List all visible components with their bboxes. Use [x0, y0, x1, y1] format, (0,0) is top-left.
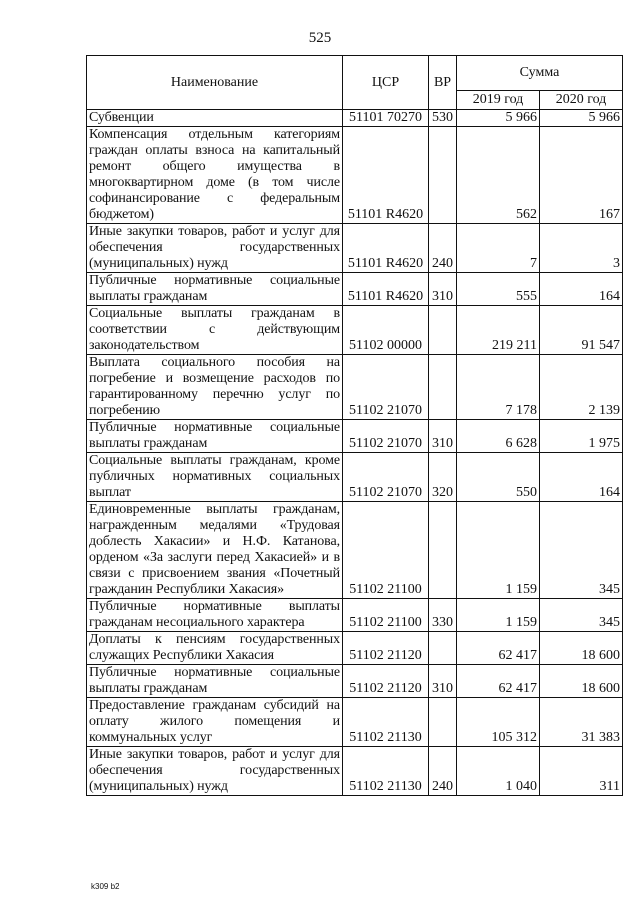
row-vr-cell: 530	[429, 110, 457, 127]
row-2019-value: 6 628	[457, 420, 540, 453]
row-2019-value: 1 159	[457, 599, 540, 632]
table-row	[87, 453, 623, 502]
header-name: Наименование	[87, 56, 343, 110]
row-2019-value: 5 966	[457, 110, 540, 127]
row-name-cell: Публичные нормативные социальные выплаты гражданам	[87, 273, 343, 306]
table-body	[87, 110, 623, 796]
row-2019-value: 7 178	[457, 355, 540, 420]
row-csr-cell: 51102 00000	[343, 306, 429, 355]
table-row	[87, 224, 623, 273]
row-2020-value: 18 600	[540, 632, 623, 665]
row-csr-cell: 51102 21070	[343, 420, 429, 453]
row-2020-value: 164	[540, 273, 623, 306]
row-2019-value: 105 312	[457, 698, 540, 747]
table-row	[87, 110, 623, 127]
table-row	[87, 273, 623, 306]
row-2019-value: 62 417	[457, 665, 540, 698]
row-name-cell: Социальные выплаты гражданам в соответствии с действующим законодательством	[87, 306, 343, 355]
header-year-2020: 2020 год	[540, 91, 623, 110]
row-vr-cell: 310	[429, 665, 457, 698]
table-row	[87, 599, 623, 632]
row-csr-cell: 51101 R4620	[343, 224, 429, 273]
row-2019-value: 550	[457, 453, 540, 502]
row-name-cell: Субвенции	[87, 110, 343, 127]
row-2020-value: 167	[540, 127, 623, 224]
row-2019-value: 219 211	[457, 306, 540, 355]
row-vr-cell: 310	[429, 420, 457, 453]
row-csr-cell: 51102 21120	[343, 665, 429, 698]
row-2019-value: 1 159	[457, 502, 540, 599]
row-csr-cell: 51101 70270	[343, 110, 429, 127]
table-header-row	[87, 56, 623, 91]
row-vr-cell: 240	[429, 224, 457, 273]
row-csr-cell: 51102 21070	[343, 355, 429, 420]
row-vr-cell: 320	[429, 453, 457, 502]
row-vr-cell	[429, 698, 457, 747]
row-name-cell: Компенсация отдельным категориям граждан оплаты взноса на капитальный ремонт общего имущества в многоквартирном доме (в том числе софинансирование с федеральным бюджетом)	[87, 127, 343, 224]
row-2019-value: 1 040	[457, 747, 540, 796]
row-2019-value: 562	[457, 127, 540, 224]
row-name-cell: Иные закупки товаров, работ и услуг для обеспечения государственных (муниципальных) нужд	[87, 224, 343, 273]
table-row	[87, 502, 623, 599]
row-vr-cell	[429, 355, 457, 420]
row-2020-value: 345	[540, 502, 623, 599]
row-name-cell: Публичные нормативные социальные выплаты гражданам	[87, 420, 343, 453]
row-name-cell: Публичные нормативные выплаты гражданам несоциального характера	[87, 599, 343, 632]
row-csr-cell: 51102 21100	[343, 599, 429, 632]
row-csr-cell: 51101 R4620	[343, 127, 429, 224]
row-2019-value: 62 417	[457, 632, 540, 665]
table-row	[87, 306, 623, 355]
row-name-cell: Иные закупки товаров, работ и услуг для обеспечения государственных (муниципальных) нужд	[87, 747, 343, 796]
row-vr-cell	[429, 632, 457, 665]
row-vr-cell	[429, 502, 457, 599]
table-row	[87, 355, 623, 420]
row-vr-cell	[429, 127, 457, 224]
row-vr-cell: 310	[429, 273, 457, 306]
header-sum: Сумма	[457, 56, 623, 91]
header-year-2019: 2019 год	[457, 91, 540, 110]
table-row	[87, 698, 623, 747]
table-row	[87, 420, 623, 453]
table-row	[87, 665, 623, 698]
row-csr-cell: 51102 21100	[343, 502, 429, 599]
row-2020-value: 1 975	[540, 420, 623, 453]
footer-code: k309 b2	[91, 882, 120, 891]
header-vr: ВР	[429, 56, 457, 110]
row-vr-cell	[429, 306, 457, 355]
table-row	[87, 632, 623, 665]
row-csr-cell: 51102 21130	[343, 747, 429, 796]
row-2020-value: 5 966	[540, 110, 623, 127]
row-csr-cell: 51102 21070	[343, 453, 429, 502]
row-name-cell: Выплата социального пособия на погребение и возмещение расходов по гарантированному перечню услуг по погребению	[87, 355, 343, 420]
page-number: 525	[308, 30, 332, 46]
row-name-cell: Социальные выплаты гражданам, кроме публичных нормативных социальных выплат	[87, 453, 343, 502]
row-2019-value: 555	[457, 273, 540, 306]
row-2019-value: 7	[457, 224, 540, 273]
row-2020-value: 164	[540, 453, 623, 502]
row-csr-cell: 51102 21130	[343, 698, 429, 747]
budget-table	[86, 55, 623, 796]
row-2020-value: 31 383	[540, 698, 623, 747]
row-csr-cell: 51101 R4620	[343, 273, 429, 306]
row-name-cell: Публичные нормативные социальные выплаты гражданам	[87, 665, 343, 698]
row-csr-cell: 51102 21120	[343, 632, 429, 665]
row-2020-value: 311	[540, 747, 623, 796]
row-name-cell: Предоставление гражданам субсидий на оплату жилого помещения и коммунальных услуг	[87, 698, 343, 747]
row-name-cell: Доплаты к пенсиям государственных служащих Республики Хакасия	[87, 632, 343, 665]
header-csr: ЦСР	[343, 56, 429, 110]
table-row	[87, 127, 623, 224]
row-2020-value: 2 139	[540, 355, 623, 420]
table-row	[87, 747, 623, 796]
row-vr-cell: 330	[429, 599, 457, 632]
row-2020-value: 18 600	[540, 665, 623, 698]
row-name-cell: Единовременные выплаты гражданам, награжденным медалями «Трудовая доблесть Хакасии» и Н.Ф. Катанова, орденом «За заслуги перед Хакасией» и в связи с присвоением звания «Почетный гражданин Республики Хакасия»	[87, 502, 343, 599]
row-2020-value: 91 547	[540, 306, 623, 355]
row-2020-value: 3	[540, 224, 623, 273]
row-2020-value: 345	[540, 599, 623, 632]
row-vr-cell: 240	[429, 747, 457, 796]
